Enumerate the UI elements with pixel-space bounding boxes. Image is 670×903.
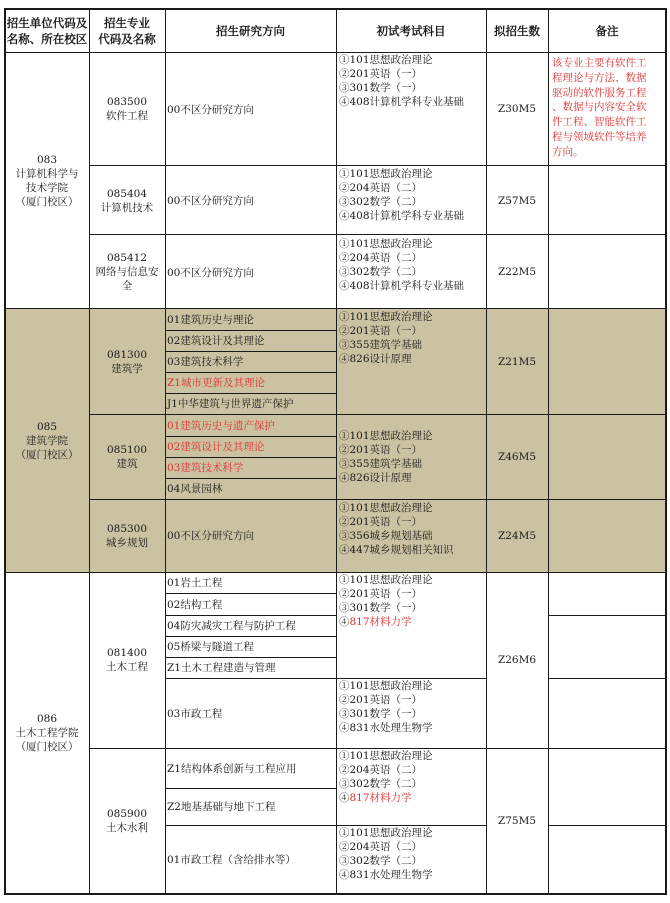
remark-line: 驱动的软件服务工程: [552, 86, 647, 99]
remark-line: 、数据与内容安全软: [552, 101, 647, 114]
subject-item: ③355建筑学基础: [339, 458, 423, 470]
major-code: 085900: [106, 808, 148, 820]
unit-083-name2: 技术学院: [26, 181, 68, 194]
unit-085-campus: （厦门校区）: [15, 448, 79, 461]
header-subjects: 初试考试科目: [376, 23, 446, 38]
quota-085412: Z22M5: [497, 266, 537, 278]
major-085100: [89, 414, 165, 499]
hline-remark: [548, 678, 666, 679]
hline-081400-085900: [89, 748, 548, 749]
header-unit-line2: 名称、所在校区: [6, 31, 88, 46]
header-quota: 拟招生数: [494, 23, 540, 38]
subject-item: ①101思想政治理论: [339, 54, 433, 66]
subject-item: ②201英语（一）: [339, 444, 423, 456]
major-code: 081400: [106, 647, 148, 659]
subject-item: ①101思想政治理论: [339, 680, 433, 692]
subject-item: [339, 791, 486, 805]
subject-item: ③355建筑学基础: [339, 339, 423, 351]
direction-081300-03: 03建筑技术科学: [167, 356, 244, 368]
hline-dir: [165, 351, 336, 352]
direction-081400-01: 01岩土工程: [167, 577, 223, 589]
hline-dir: [165, 478, 336, 479]
hline-085404-085412: [89, 234, 666, 235]
direction-085100-03: 03建筑技术科学: [167, 462, 244, 474]
direction-081300-z1: Z1城市更新及其理论: [167, 377, 265, 389]
hline-dir: [165, 457, 336, 458]
direction-085412: 00不区分研究方向: [167, 266, 254, 279]
header-unit: [5, 9, 89, 52]
unit-083-code: 083: [36, 153, 58, 166]
subjects-085900-a: [336, 749, 486, 825]
unit-085-name: 建筑学院: [26, 434, 68, 447]
direction-081400-04: 04防灾减灾工程与防护工程: [167, 620, 296, 632]
major-name: 城乡规划: [106, 536, 148, 549]
subject-item: ②204英语（二）: [339, 252, 423, 264]
direction-081400-05: 05桥梁与隧道工程: [167, 641, 254, 653]
subjects-085300: [336, 501, 486, 572]
major-name: 网络与信息安: [95, 266, 159, 278]
subject-item: ②201英语（一）: [339, 325, 423, 337]
subject-item: ①101思想政治理论: [339, 750, 433, 762]
subject-item: ①101思想政治理论: [339, 311, 433, 323]
header-direction: 招生研究方向: [216, 23, 285, 38]
major-name: 土木水利: [106, 822, 148, 834]
hline-dir: [165, 372, 336, 373]
major-085412: [89, 235, 165, 309]
hline-dir: [165, 593, 336, 594]
direction-081400-z1: Z1土木工程建造与管理: [167, 662, 276, 674]
subject-item: ②204英语（二）: [339, 841, 423, 853]
major-code: 083500: [106, 96, 148, 108]
subject-item: ②204英语（二）: [339, 764, 423, 776]
header-remarks: 备注: [595, 23, 619, 38]
hline-083500-085404: [89, 165, 666, 166]
subject-item: ②201英语（一）: [339, 694, 423, 706]
direction-081300-01: 01建筑历史与理论: [167, 314, 254, 326]
header-unit-line1: 招生单位代码及: [6, 15, 88, 30]
subject-item: ③302数学（二）: [339, 778, 423, 790]
vline-subjects-quota: [486, 9, 487, 894]
subject-number: ④: [339, 792, 350, 804]
subject-item: ①101思想政治理论: [339, 574, 433, 586]
subject-item: ②201英语（一）: [339, 588, 423, 600]
unit-086-code: 086: [36, 713, 58, 725]
hline-dir-subj: [165, 825, 486, 826]
subject-item: ②201英语（一）: [339, 516, 423, 528]
major-code: 085300: [106, 522, 148, 535]
hline-081300-085100: [89, 414, 666, 415]
border-left: [4, 8, 6, 895]
hline-085100-085300: [89, 499, 666, 500]
major-code: 085100: [106, 443, 148, 456]
major-081300: [89, 309, 165, 414]
major-code: 085404: [106, 187, 148, 200]
subjects-083500: [336, 53, 486, 166]
hline-dir: [165, 636, 336, 637]
unit-085: [5, 309, 89, 572]
major-code: 081300: [106, 348, 148, 361]
subject-item: ①101思想政治理论: [339, 827, 433, 839]
subject-item: ④831水处理生物学: [339, 722, 433, 734]
hline-dir: [165, 788, 336, 789]
unit-086-name: 土木工程学院: [15, 727, 79, 739]
header-major: [89, 9, 165, 52]
hline-dir: [165, 615, 336, 616]
remark-line: 件工程、智能软件工: [552, 116, 647, 129]
subject-number: ④: [339, 616, 350, 628]
header-major-line2: 代码及名称: [98, 31, 156, 46]
direction-085900-01: 01市政工程（含给排水等）: [167, 854, 296, 866]
remark-083500: [548, 52, 666, 166]
hline-remark: [548, 615, 666, 616]
unit-085-code: 085: [36, 420, 58, 433]
direction-085100-04: 04风景园林: [167, 483, 223, 495]
subject-item: ①101思想政治理论: [339, 168, 433, 180]
direction-081300-02: 02建筑设计及其理论: [167, 335, 265, 347]
hline-dir: [165, 393, 336, 394]
subject-item: ②204英语（二）: [339, 182, 423, 194]
subject-item: ①101思想政治理论: [339, 238, 433, 250]
major-name: 建筑学: [111, 362, 143, 375]
unit-083-name1: 计算机科学与: [15, 167, 79, 180]
subject-highlight: 817材料力学: [349, 616, 412, 628]
quota-085900: Z75M5: [497, 815, 537, 827]
major-code: 085412: [106, 252, 148, 264]
subject-item: ③302数学（二）: [339, 196, 423, 208]
unit-086: [5, 572, 89, 894]
major-name-cont: 全: [121, 280, 133, 292]
subject-item: ③301数学（一）: [339, 708, 423, 720]
hline-dir: [165, 436, 336, 437]
subject-item: ①101思想政治理论: [339, 502, 433, 514]
subject-item: ①101思想政治理论: [339, 430, 433, 442]
major-085404: [89, 166, 165, 235]
subject-item: ②201英语（一）: [339, 68, 423, 80]
quota-081300: Z21M5: [497, 355, 537, 368]
subject-item: ④408计算机学科专业基础: [339, 210, 465, 222]
remark-line: 方向。: [552, 145, 584, 158]
subject-item: ③302数学（二）: [339, 855, 423, 867]
remark-line: 程与领域软件等培养: [552, 130, 647, 143]
unit-083-campus: （厦门校区）: [15, 195, 79, 208]
unit-083: [5, 52, 89, 309]
hline-remark: [548, 825, 666, 826]
subject-highlight: 817材料力学: [349, 792, 412, 804]
subject-item: [339, 615, 486, 629]
remark-line: 程理论与方法、数据: [552, 71, 647, 84]
vline-direction-subjects: [336, 9, 337, 894]
direction-085900-z2: Z2地基基础与地下工程: [167, 801, 276, 813]
subjects-085900-b: [336, 826, 486, 894]
subject-item: ④408计算机学科专业基础: [339, 280, 465, 292]
header-major-line1: 招生专业: [104, 15, 150, 30]
hline-dir-subj: [165, 678, 486, 679]
major-083500: [89, 52, 165, 166]
direction-085300: 00不区分研究方向: [167, 530, 254, 542]
subject-item: ③302数学（二）: [339, 266, 423, 278]
subject-item: ④447城乡规划相关知识: [339, 544, 454, 556]
major-name: 建筑: [116, 457, 138, 470]
hline-dir: [165, 330, 336, 331]
quota-085300: Z24M5: [497, 529, 537, 542]
hline-remark: [548, 748, 666, 749]
hline-unit-083-085: [5, 308, 666, 309]
subject-item: ③301数学（一）: [339, 602, 423, 614]
quota-083500: Z30M5: [497, 103, 537, 115]
direction-085100-01: 01建筑历史与遗产保护: [167, 419, 275, 432]
major-name: 计算机技术: [100, 201, 154, 214]
subjects-085412: [336, 237, 486, 309]
subjects-081300: [336, 310, 486, 414]
direction-081300-j1: J1中华建筑与世界遗产保护: [167, 398, 294, 410]
subject-item: ③356城乡规划基础: [339, 530, 433, 542]
subjects-085404: [336, 167, 486, 235]
quota-081400: Z26M6: [497, 654, 537, 666]
direction-081400-03: 03市政工程: [167, 707, 223, 720]
border-right: [665, 8, 667, 895]
subject-item: ④826设计原理: [339, 472, 412, 484]
direction-085900-z1: Z1结构体系创新与工程应用: [167, 762, 297, 775]
hline-header: [5, 52, 666, 53]
major-name: 软件工程: [106, 110, 148, 122]
quota-085404: Z57M5: [497, 194, 537, 207]
hline-dir: [165, 657, 336, 658]
vline-unit-major: [89, 9, 90, 894]
subject-item: ④831水处理生物学: [339, 869, 433, 881]
major-name: 土木工程: [106, 661, 148, 673]
hline-unit-085-086: [5, 572, 666, 573]
subject-item: ③301数学（一）: [339, 82, 423, 94]
direction-081400-02: 02结构工程: [167, 598, 223, 611]
remark-line: 该专业主要有软件工: [552, 57, 647, 69]
subject-item: ④408计算机学科专业基础: [339, 96, 465, 108]
subjects-081400-b: [336, 679, 486, 748]
subjects-085100: [336, 429, 486, 499]
quota-085100: Z46M5: [497, 450, 537, 463]
major-085900: [89, 748, 165, 894]
direction-085100-02: 02建筑设计及其理论: [167, 441, 265, 453]
major-081400: [89, 572, 165, 748]
direction-085404: 00不区分研究方向: [167, 195, 254, 207]
subject-item: ④826设计原理: [339, 353, 412, 365]
unit-086-campus: （厦门校区）: [15, 741, 79, 753]
direction-083500: 00不区分研究方向: [167, 103, 254, 116]
subjects-081400-a: [336, 573, 486, 678]
major-085300: [89, 499, 165, 572]
vline-quota-remarks: [548, 9, 549, 894]
vline-major-direction: [165, 9, 166, 894]
